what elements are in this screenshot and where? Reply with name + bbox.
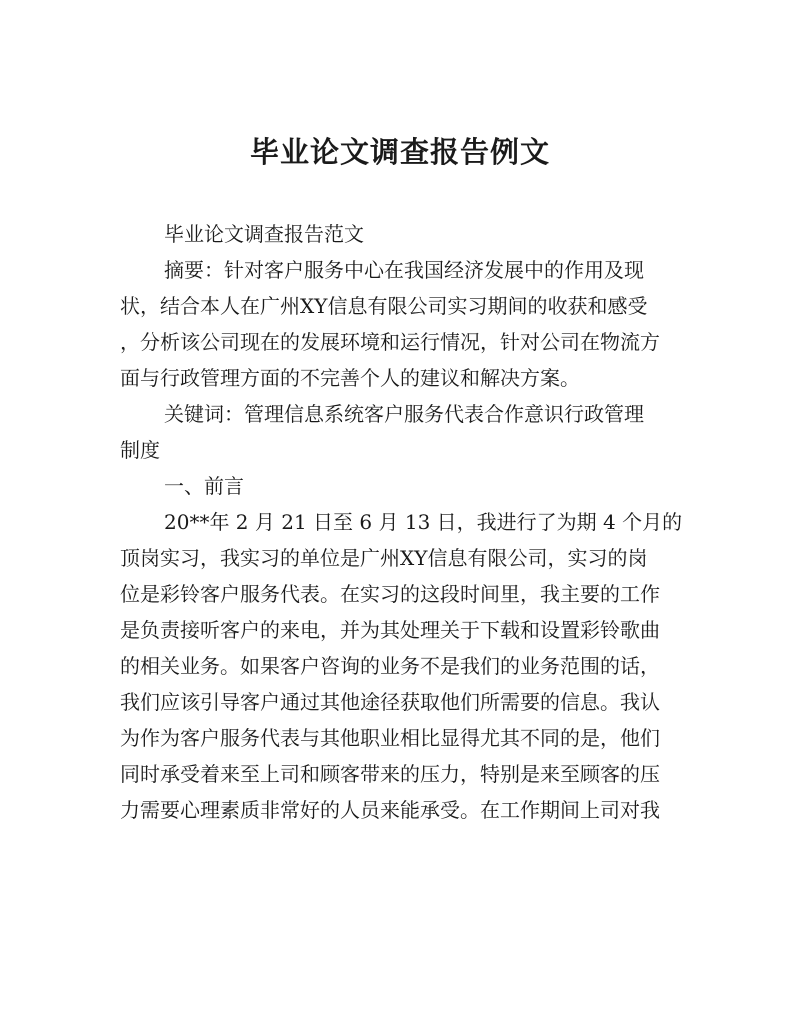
document-body — [120, 216, 690, 828]
paragraph-line-9: 力需要心理素质非常好的人员来能承受。在工作期间上司对我 — [120, 798, 660, 822]
document-title: 毕业论文调查报告例文 — [249, 135, 550, 169]
section-heading-preface: 一、前言 — [164, 474, 244, 498]
abstract-line-1: 摘要：针对客户服务中心在我国经济发展中的作用及现 — [164, 258, 644, 282]
subtitle-line: 毕业论文调查报告范文 — [164, 222, 364, 246]
keywords-line-1: 关键词：管理信息系统客户服务代表合作意识行政管理 — [164, 402, 644, 426]
keywords-line-2: 制度 — [120, 438, 160, 462]
paragraph-line-8: 同时承受着来至上司和顾客带来的压力，特别是来至顾客的压 — [120, 762, 660, 786]
paragraph-line-7: 为作为客户服务代表与其他职业相比显得尤其不同的是，他们 — [120, 726, 660, 750]
paragraph-line-1: 20**年 2 月 21 日至 6 月 13 日，我进行了为期 4 个月的 — [164, 510, 683, 534]
abstract-line-2: 状，结合本人在广州XY信息有限公司实习期间的收获和感受 — [120, 294, 648, 318]
paragraph-line-2: 顶岗实习，我实习的单位是广州XY信息有限公司，实习的岗 — [120, 546, 648, 570]
paragraph-line-5: 的相关业务。如果客户咨询的业务不是我们的业务范围的话， — [120, 654, 660, 678]
paragraph-line-4: 是负责接听客户的来电，并为其处理关于下载和设置彩铃歌曲 — [120, 618, 660, 642]
paragraph-line-6: 我们应该引导客户通过其他途径获取他们所需要的信息。我认 — [120, 690, 660, 714]
abstract-line-4: 面与行政管理方面的不完善个人的建议和解决方案。 — [120, 366, 580, 390]
paragraph-line-3: 位是彩铃客户服务代表。在实习的这段时间里，我主要的工作 — [120, 582, 660, 606]
abstract-line-3: ，分析该公司现在的发展环境和运行情况，针对公司在物流方 — [120, 330, 660, 354]
